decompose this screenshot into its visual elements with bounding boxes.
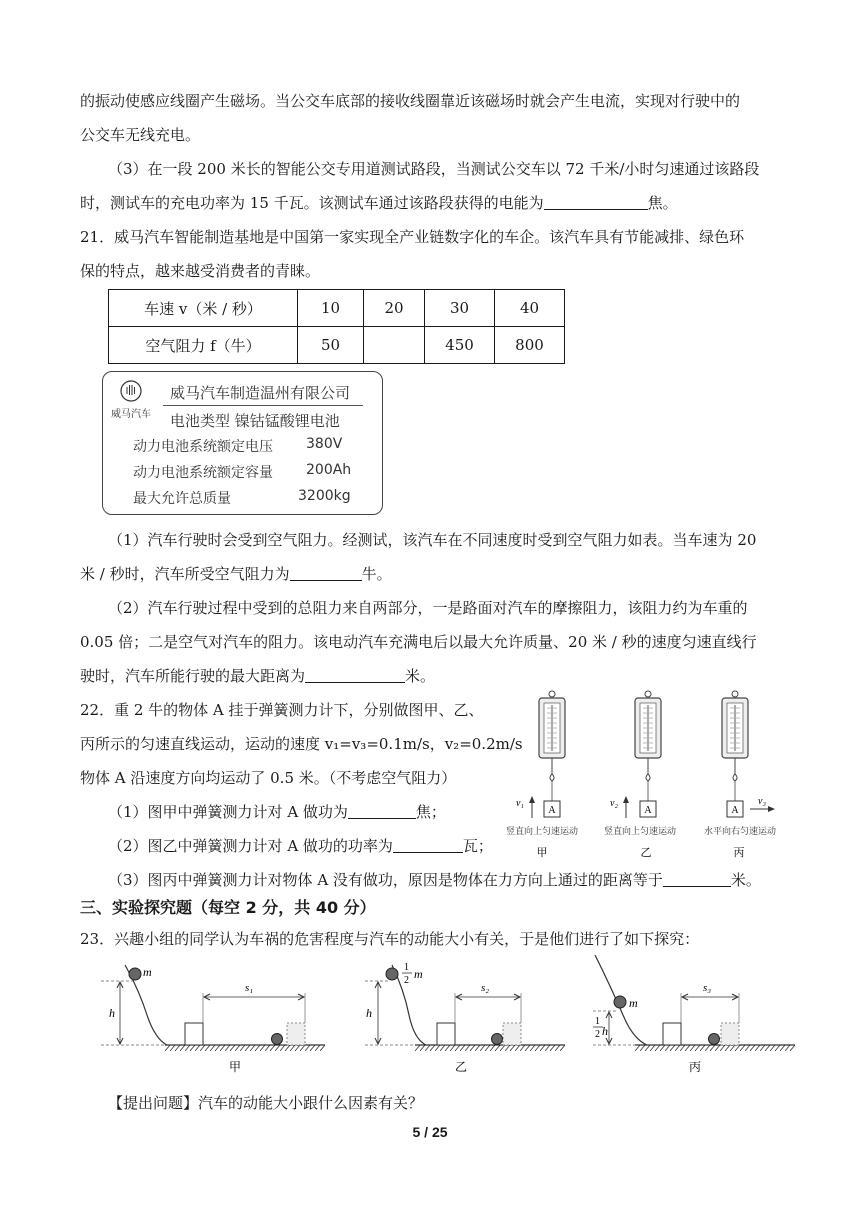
mass-label: 最大允许总质量 [133, 491, 231, 507]
distance-label: s₁ [245, 982, 254, 994]
question-text: 米。 [730, 871, 761, 889]
question-text: 焦。 [647, 194, 678, 212]
capacity-value: 200Ah [306, 462, 352, 478]
distance-label: s₃ [703, 982, 712, 994]
question-text: 驶时，汽车所能行驶的最大距离为 [80, 667, 306, 685]
ramp-panel-yi [365, 962, 565, 1074]
question-20-3-line2 [80, 192, 678, 214]
table-cell: 40 [495, 290, 565, 327]
table-row [109, 290, 565, 327]
table-header-cell: 空气阻力 f（牛） [109, 327, 298, 364]
mass-label: m [414, 967, 423, 981]
velocity-label: v₃ [758, 796, 766, 807]
figure-name: 丙 [688, 1060, 702, 1074]
section-title: 三、实验探究题（每空 2 分，共 40 分） [80, 898, 376, 917]
block-label: A [731, 805, 739, 816]
question-22-stem: 丙所示的匀速直线运动，运动的速度 v₁=v₃=0.1m/s，v₂=0.2m/s [80, 735, 523, 753]
question-text: 瓦； [462, 837, 493, 855]
answer-blank[interactable] [393, 837, 463, 853]
question-23-prompt: 【提出问题】汽车的动能大小跟什么因素有关？ [108, 1094, 424, 1112]
table-cell: 10 [298, 290, 364, 327]
question-22-1 [108, 801, 446, 823]
voltage-value: 380V [306, 436, 343, 452]
question-21-stem: 保的特点，越来越受消费者的青睐。 [80, 262, 321, 280]
speed-resistance-table [108, 289, 565, 364]
velocity-label: v₁ [516, 798, 524, 809]
block-label: A [548, 805, 556, 816]
question-21-2-line1: （2）汽车行驶过程中受到的总阻力来自两部分，一是路面对汽车的摩擦阻力，该阻力约为车重的 [108, 599, 748, 617]
height-label: h [366, 1006, 372, 1020]
brand-logo-icon [119, 379, 143, 403]
figure-name: 乙 [454, 1060, 468, 1074]
question-text: 牛。 [361, 565, 392, 583]
paragraph-line: 的振动使感应线圈产生磁场。当公交车底部的接收线圈靠近该磁场时就会产生电流，实现对行驶中的 [80, 92, 741, 110]
question-22-3 [108, 869, 761, 891]
figure-caption: 竖直向上匀速运动 [603, 826, 677, 836]
question-text: （2）图乙中弹簧测力计对 A 做功的功率为 [108, 837, 393, 855]
question-text: 米 / 秒时，汽车所受空气阻力为 [80, 565, 290, 583]
spring-scale-figure [505, 688, 785, 863]
figure-name: 甲 [536, 847, 548, 859]
table-header-cell: 车速 v（米 / 秒） [109, 290, 298, 327]
question-text: 时，测试车的充电功率为 15 千瓦。该测试车通过该路段获得的电能为 [80, 194, 544, 212]
fraction-numerator: 1 [404, 962, 409, 973]
question-text: 米。 [405, 667, 436, 685]
mass-value: 3200kg [298, 488, 351, 504]
distance-label: s₂ [481, 982, 490, 994]
mass-label: m [143, 965, 152, 979]
question-20-3-line1: （3）在一段 200 米长的智能公交专用道测试路段，当测试公交车以 72 千米/小时匀速通过该路段 [108, 160, 760, 178]
figure-caption: 水平向右匀速运动 [703, 826, 777, 836]
divider [163, 405, 363, 406]
answer-blank[interactable] [663, 871, 731, 887]
question-22-2 [108, 835, 493, 857]
ramp-panel-bing [593, 955, 795, 1074]
paragraph-line: 公交车无线充电。 [80, 126, 201, 144]
question-22-stem: 物体 A 沿速度方向均运动了 0.5 米。（不考虑空气阻力） [80, 769, 457, 787]
question-text: （1）图甲中弹簧测力计对 A 做功为 [108, 803, 348, 821]
page-number: 5 / 25 [412, 1124, 448, 1140]
company-name: 威马汽车制造温州有限公司 [170, 384, 351, 402]
answer-blank[interactable] [544, 194, 648, 210]
height-label: h [602, 1024, 608, 1038]
table-cell: 800 [495, 327, 565, 364]
table-row [109, 327, 565, 364]
question-22-stem: 22．重 2 牛的物体 A 挂于弹簧测力计下，分别做图甲、乙、 [80, 701, 484, 719]
fraction-numerator: 1 [595, 1016, 600, 1027]
velocity-label: v₂ [610, 798, 618, 809]
fraction-denominator: 2 [595, 1029, 600, 1040]
question-21-stem: 21．威马汽车智能制造基地是中国第一家实现全产业链数字化的车企。该汽车具有节能减排、绿色环 [80, 228, 745, 246]
figure-caption: 竖直向上匀速运动 [505, 826, 579, 836]
voltage-label: 动力电池系统额定电压 [133, 439, 273, 455]
question-23-stem: 23．兴趣小组的同学认为车祸的危害程度与汽车的动能大小有关，于是他们进行了如下探究： [80, 930, 700, 948]
figure-name: 丙 [733, 847, 745, 859]
answer-blank[interactable] [348, 803, 416, 819]
block-label: A [644, 805, 652, 816]
answer-blank[interactable] [305, 667, 405, 683]
height-label: h [109, 1006, 115, 1020]
figure-name: 甲 [228, 1060, 242, 1074]
mass-label: m [629, 996, 638, 1010]
table-cell: 450 [425, 327, 495, 364]
table-cell: 30 [425, 290, 495, 327]
question-21-2-line3 [80, 665, 435, 687]
question-21-1-line1: （1）汽车行驶时会受到空气阻力。经测试，该汽车在不同速度时受到空气阻力如表。当车速为 20 [108, 531, 757, 549]
battery-type: 电池类型 镍钴锰酸锂电池 [170, 412, 340, 430]
question-21-2-line2: 0.05 倍；二是空气对汽车的阻力。该电动汽车充满电后以最大允许质量、20 米 / 秒的速度匀速直线行 [80, 633, 757, 651]
brand-name: 威马汽车 [111, 409, 151, 420]
fraction-denominator: 2 [404, 975, 409, 986]
question-text: （3）图丙中弹簧测力计对物体 A 没有做功，原因是物体在力方向上通过的距离等于 [108, 871, 663, 889]
ramp-experiment-figure [95, 955, 805, 1080]
table-cell: 50 [298, 327, 364, 364]
question-21-1-line2 [80, 563, 392, 585]
table-cell-blank [364, 327, 425, 364]
answer-blank[interactable] [290, 565, 362, 581]
ramp-panel-jia [101, 965, 325, 1074]
capacity-label: 动力电池系统额定容量 [133, 465, 273, 481]
figure-name: 乙 [640, 847, 652, 859]
battery-nameplate [102, 371, 383, 515]
table-cell: 20 [364, 290, 425, 327]
question-text: 焦； [415, 803, 446, 821]
